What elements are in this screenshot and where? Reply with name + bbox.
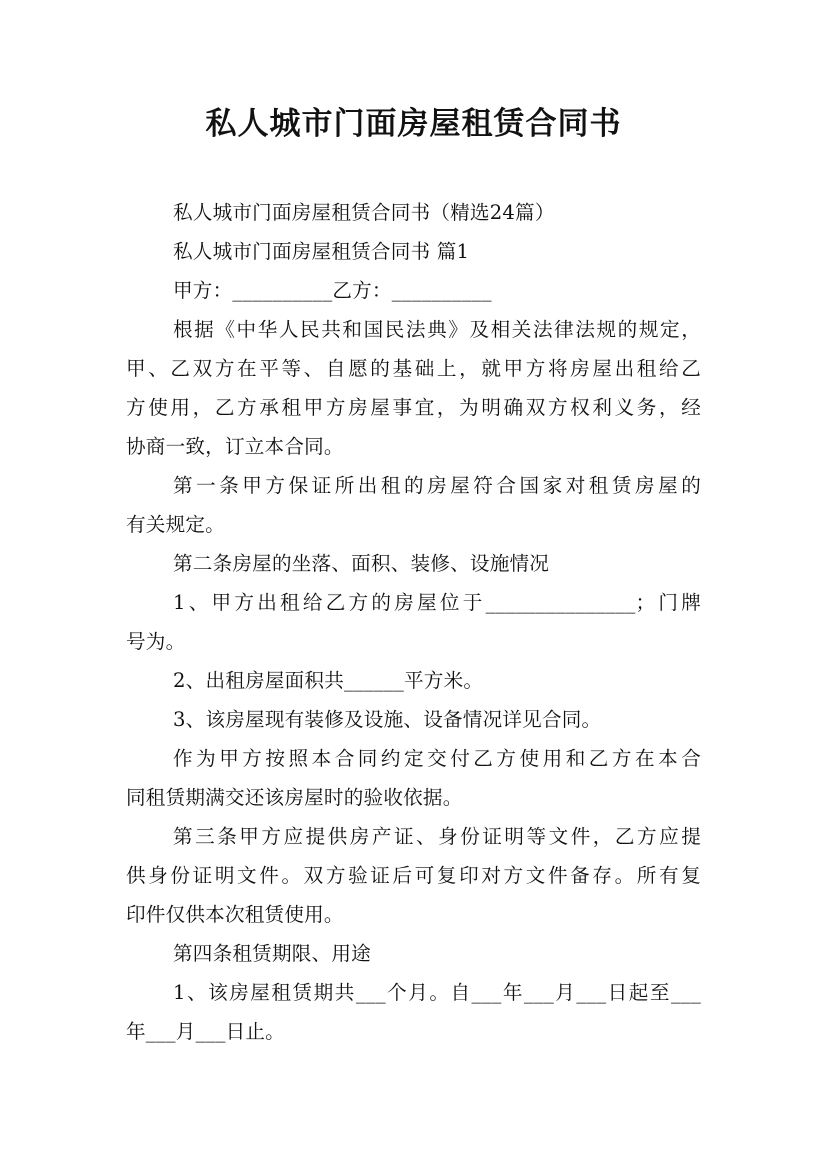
- body-line: 有关规定。: [126, 513, 225, 536]
- body-line: 私人城市门面房屋租赁合同书（精选24篇）: [173, 201, 555, 224]
- body-line: 第一条甲方保证所出租的房屋符合国家对租赁房屋的: [173, 474, 701, 497]
- document-body: [126, 193, 701, 1051]
- body-line: 号为。: [126, 630, 186, 653]
- body-line: 1、甲方出租给乙方的房屋位于_______________；门牌: [173, 591, 701, 614]
- body-line: 作为甲方按照本合同约定交付乙方使用和乙方在本合: [173, 747, 701, 770]
- body-line: 1、该房屋租赁期共___个月。自___年___月___日起至___: [173, 981, 701, 1004]
- body-line: 供身份证明文件。双方验证后可复印对方文件备存。所有复: [126, 864, 701, 887]
- body-line: 3、该房屋现有装修及设施、设备情况详见合同。: [173, 708, 602, 731]
- body-line: 第四条租赁期限、用途: [173, 942, 371, 965]
- document-title: 私人城市门面房屋租赁合同书: [205, 106, 622, 142]
- body-line: 年___月___日止。: [126, 1020, 285, 1043]
- body-line: 甲、乙双方在平等、自愿的基础上，就甲方将房屋出租给乙: [126, 357, 701, 380]
- body-line: 方使用，乙方承租甲方房屋事宜，为明确双方权利义务，经: [126, 396, 701, 419]
- body-line: 第二条房屋的坐落、面积、装修、设施情况: [173, 552, 550, 575]
- body-line: 根据《中华人民共和国民法典》及相关法律法规的规定，: [173, 318, 701, 341]
- body-line: 私人城市门面房屋租赁合同书 篇1: [173, 240, 470, 263]
- body-line: 印件仅供本次租赁使用。: [126, 903, 344, 926]
- body-line: 第三条甲方应提供房产证、身份证明等文件，乙方应提: [173, 825, 701, 848]
- body-line: 协商一致，订立本合同。: [126, 435, 344, 458]
- body-line: 2、出租房屋面积共______平方米。: [173, 669, 484, 692]
- body-line: 同租赁期满交还该房屋时的验收依据。: [126, 786, 463, 809]
- body-line: 甲方：__________乙方：__________: [173, 279, 492, 302]
